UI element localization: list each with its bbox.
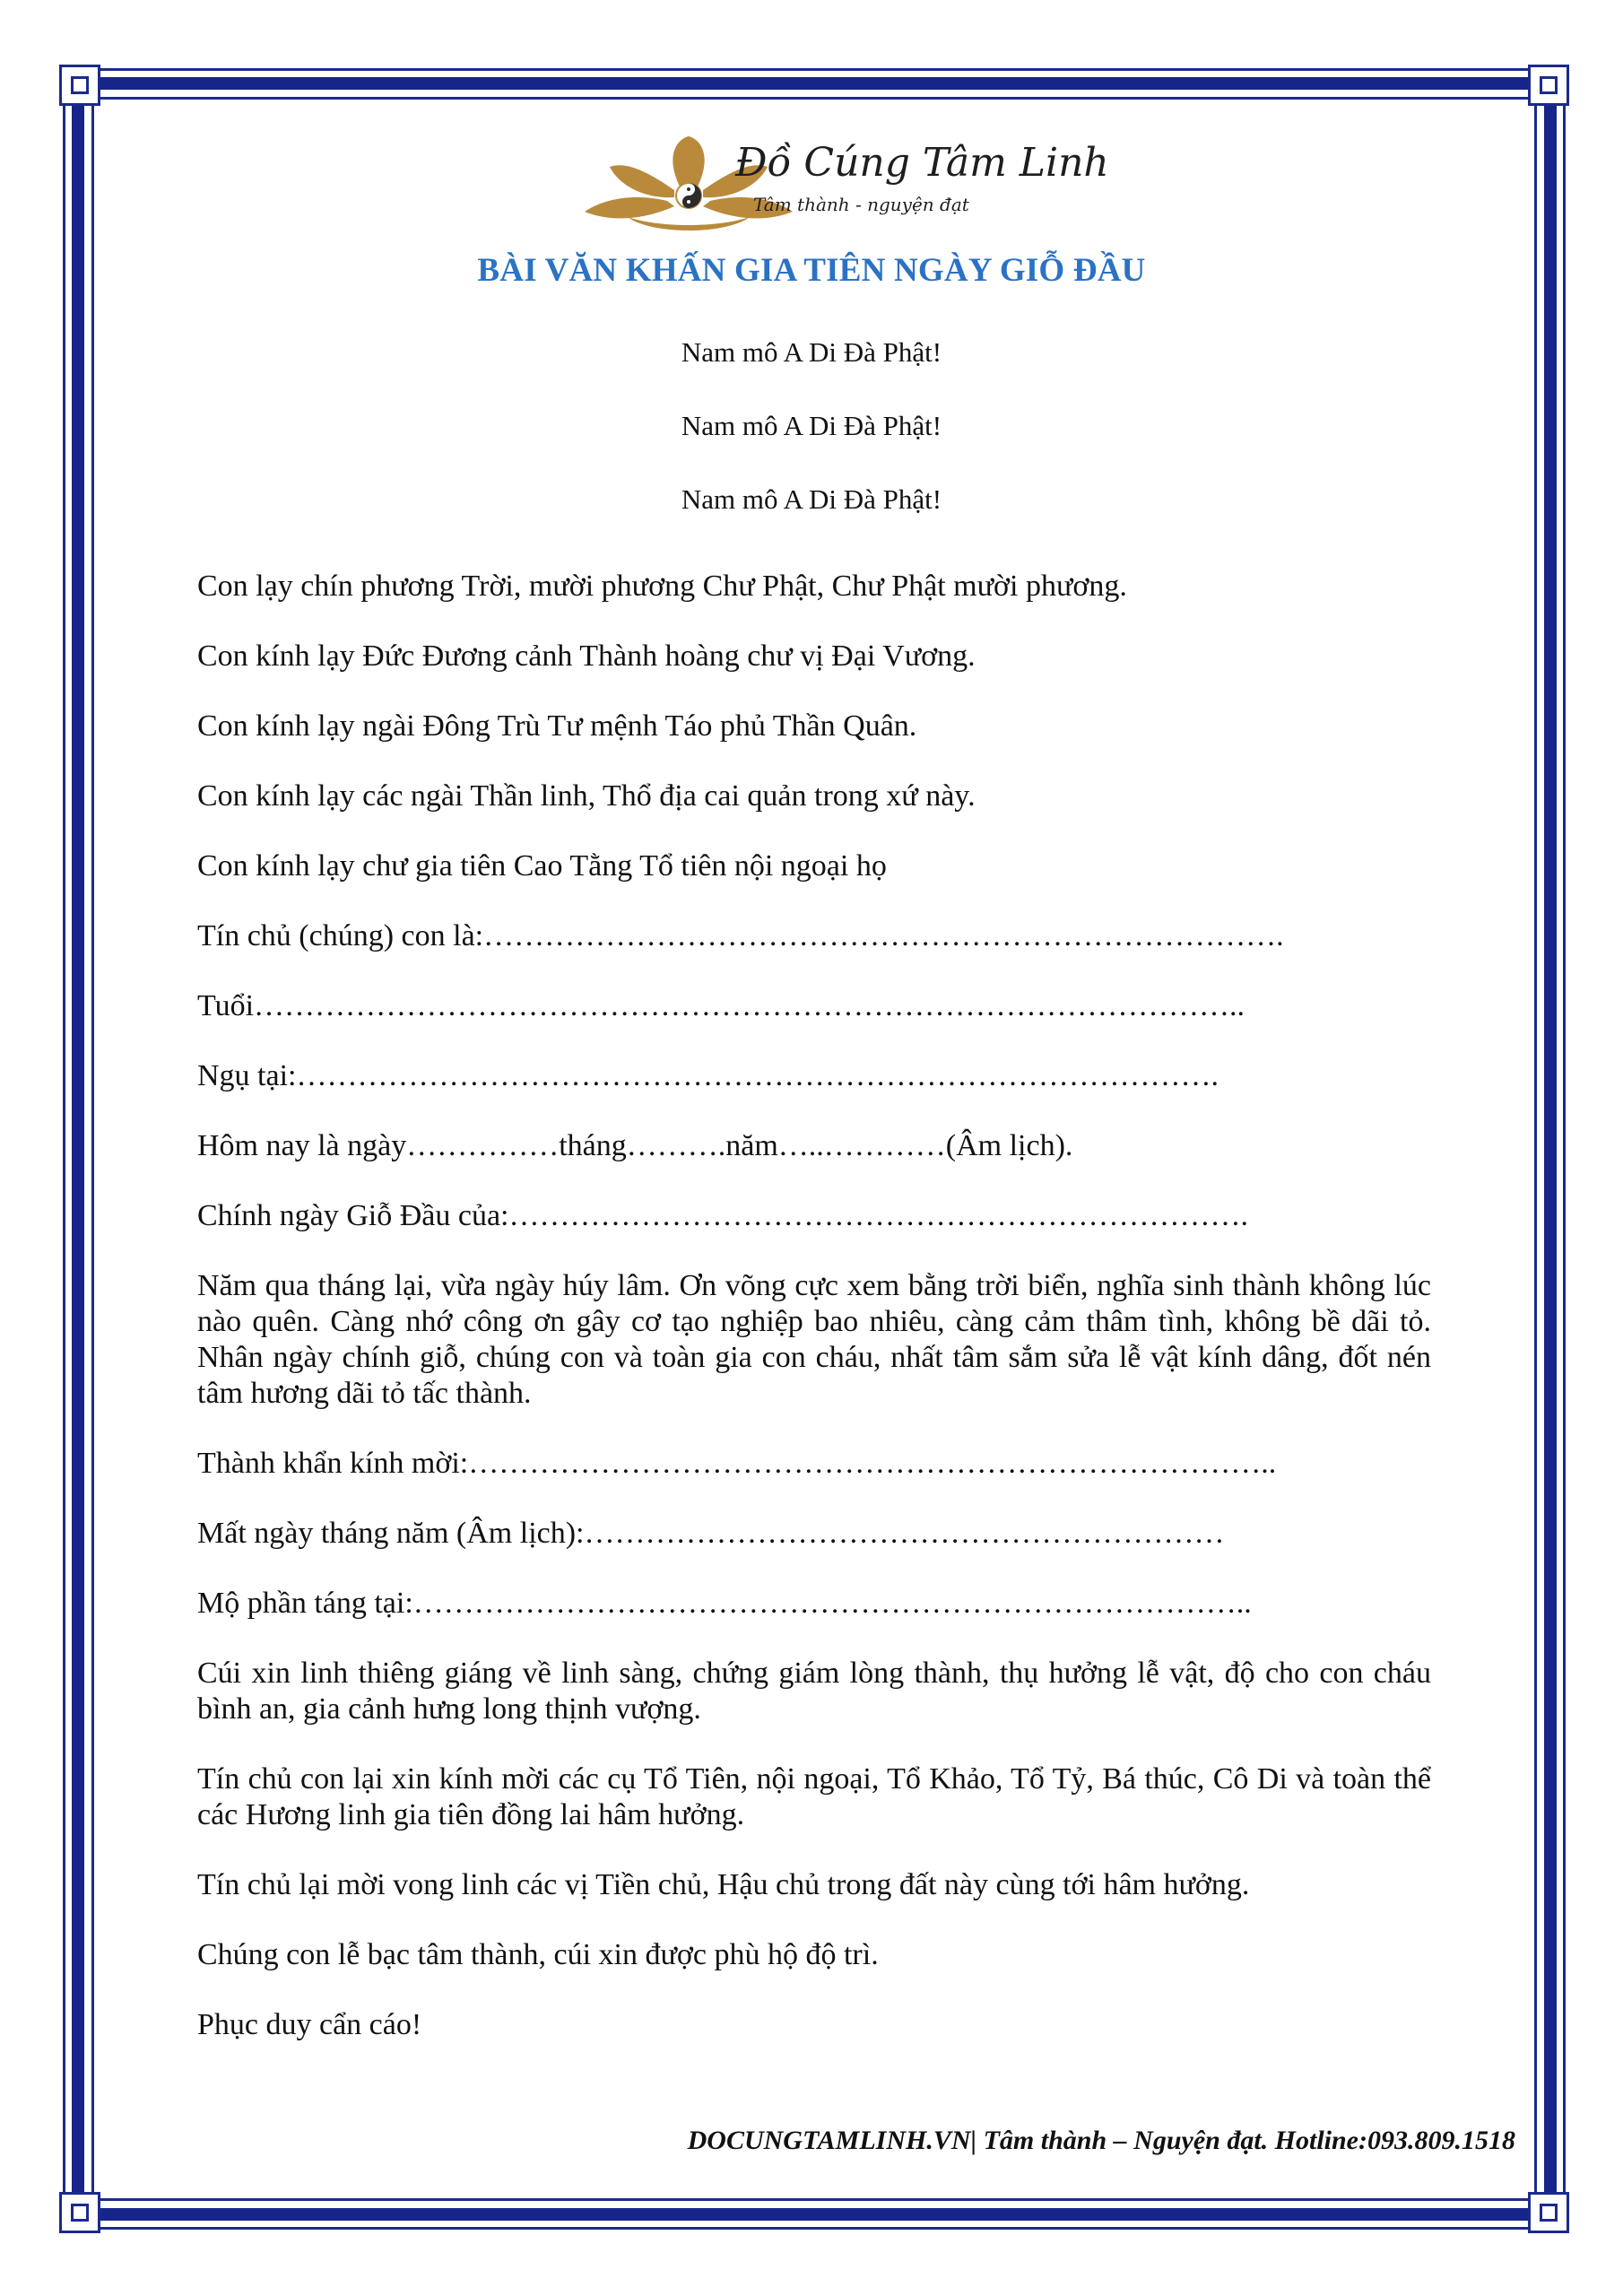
brand-logo (574, 135, 1109, 233)
prayer-closing: Phục duy cẩn cáo! (197, 2008, 422, 2041)
logo-slogan: Tâm thành - nguyện đạt (753, 194, 969, 215)
fill-in-line-gio-dau: Chính ngày Giỗ Đầu của:………………………………………………………………. (197, 1199, 1248, 1232)
prayer-paragraph: Con kính lạy chư gia tiên Cao Tằng Tổ tiên nội ngoại họ (197, 849, 887, 883)
prayer-paragraph: Năm qua tháng lại, vừa ngày húy lâm. Ơn võng cực xem bằng trời biển, nghĩa sinh thành không lúc nào quên. Càng nhớ công ơn gây cơ tạo nghiệp bao nhiêu, càng cảm thâm tình, không bề dãi tỏ. Nhân ngày chính giỗ, chúng con và toàn gia con cháu, nhất tâm sắm sửa lễ vật kính dâng, đốt nén tâm hương dãi tỏ tấc thành. (197, 1269, 1431, 1410)
footer-contact: DOCUNGTAMLINH.VN| Tâm thành – Nguyện đạt. Hotline:093.809.1518 (687, 2126, 1515, 2155)
corner-ornament-bottom-left (59, 2192, 100, 2233)
prayer-body (197, 569, 1431, 2077)
prayer-paragraph: Tín chủ lại mời vong linh các vị Tiền chủ, Hậu chủ trong đất này cùng tới hâm hưởng. (197, 1868, 1250, 1901)
invocation-line: Nam mô A Di Đà Phật! (681, 336, 942, 368)
logo-brand-text: Đồ Cúng Tâm Linh (735, 140, 1109, 186)
prayer-paragraph: Con kính lạy Đức Đương cảnh Thành hoàng chư vị Đại Vương. (197, 639, 976, 673)
fill-in-line-tin-chu: Tín chủ (chúng) con là:……………………………………………………………………. (197, 919, 1284, 952)
prayer-paragraph: Con kính lạy ngài Đông Trù Tư mệnh Táo phủ Thần Quân. (197, 709, 917, 743)
fill-in-line-kinh-moi: Thành khẩn kính mời:…………………………………………………………………….. (197, 1447, 1277, 1480)
invocation-list (0, 337, 1623, 558)
prayer-paragraph: Cúi xin linh thiêng giáng về linh sàng, chứng giám lòng thành, thụ hưởng lễ vật, độ cho con cháu bình an, gia cảnh hưng long thịnh vượng. (197, 1657, 1431, 1726)
prayer-paragraph: Con kính lạy các ngài Thần linh, Thổ địa cai quản trong xứ này. (197, 779, 976, 813)
corner-ornament-top-right (1528, 65, 1569, 106)
page-title: BÀI VĂN KHẤN GIA TIÊN NGÀY GIỖ ĐẦU (477, 252, 1146, 289)
invocation-line: Nam mô A Di Đà Phật! (681, 410, 942, 441)
fill-in-line-mat-ngay: Mất ngày tháng năm (Âm lịch):……………………………………………………… (197, 1517, 1225, 1550)
corner-ornament-top-left (59, 65, 100, 106)
prayer-paragraph: Chúng con lễ bạc tâm thành, cúi xin được phù hộ độ trì. (197, 1938, 879, 1971)
invocation-line: Nam mô A Di Đà Phật! (681, 483, 942, 515)
corner-ornament-bottom-right (1528, 2192, 1569, 2233)
fill-in-line-tuoi: Tuổi…………………………………………………………………………………….. (197, 989, 1245, 1022)
prayer-paragraph: Tín chủ con lại xin kính mời các cụ Tổ Tiên, nội ngoại, Tổ Khảo, Tổ Tỷ, Bá thúc, Cô Di và toàn thể các Hương linh gia tiên đồng lai hâm hưởng. (197, 1762, 1431, 1831)
prayer-paragraph: Con lạy chín phương Trời, mười phương Chư Phật, Chư Phật mười phương. (197, 570, 1127, 603)
fill-in-line-mo-phan: Mộ phần táng tại:……………………………………………………………………….. (197, 1587, 1252, 1620)
fill-in-line-ngu-tai: Ngụ tại:………………………………………………………………………………. (197, 1059, 1219, 1092)
fill-in-line-date: Hôm nay là ngày……………tháng……….năm…..…………(Âm lịch). (197, 1129, 1073, 1162)
